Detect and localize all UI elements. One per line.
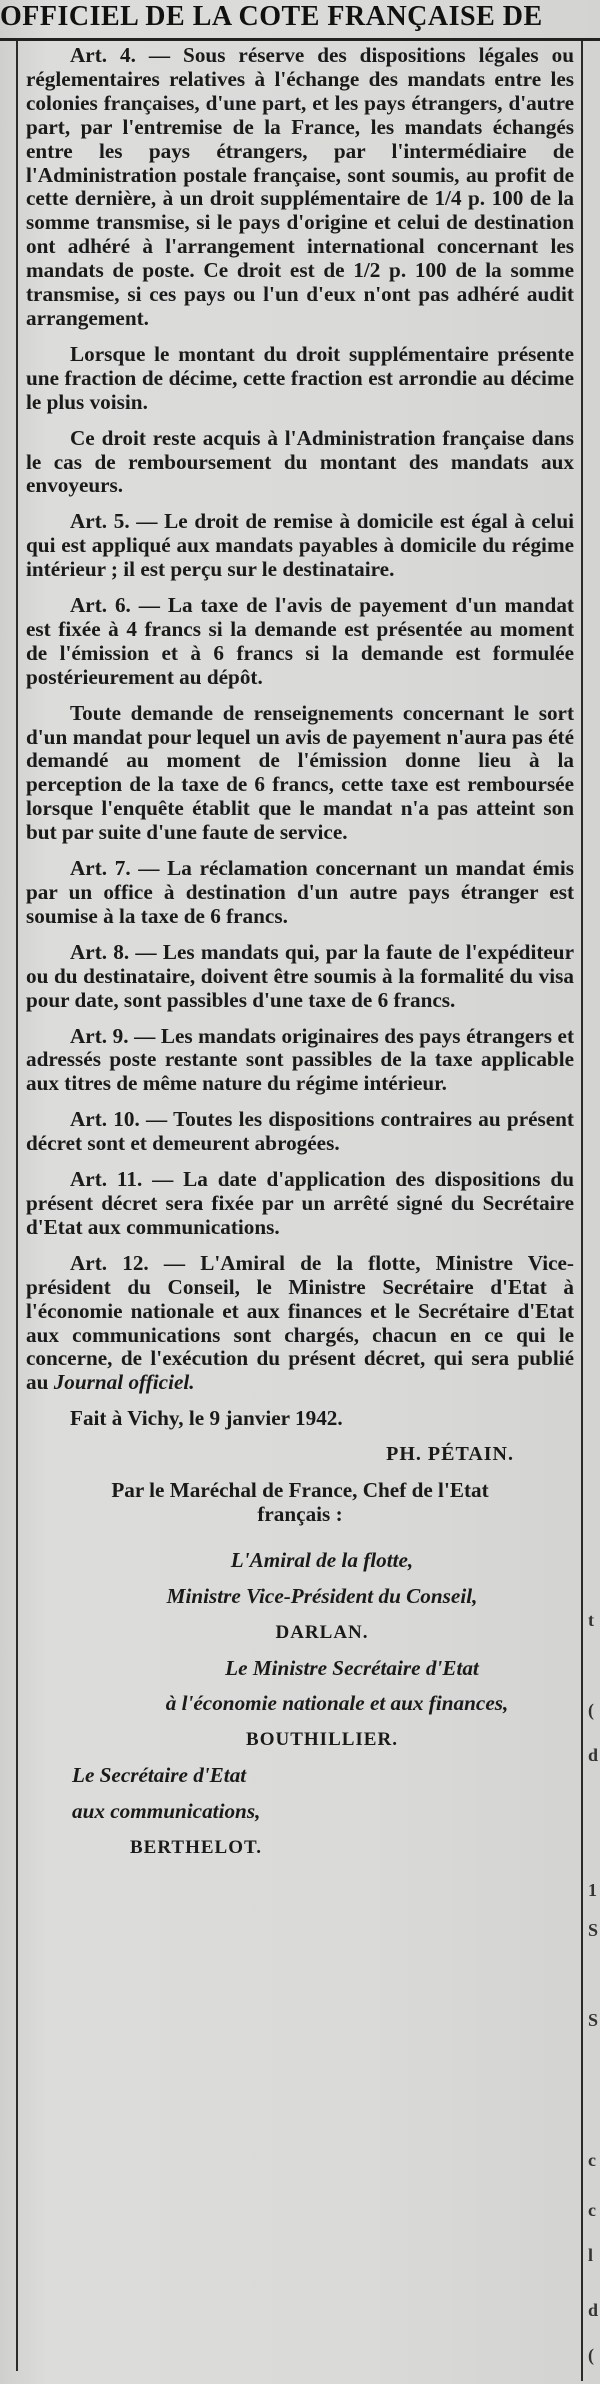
margin-glyph: S [588,2010,599,2030]
margin-glyph: c [588,2150,596,2170]
by-marshal-line2: français : [257,1501,343,1526]
by-marshal [26,1479,574,1527]
article-8: Art. 8. — Les mandats qui, par la faute de l'expéditeur ou du destinataire, doivent être soumis à la formalité du visa pour date, sont passibles d'une taxe de 6 francs. [26,939,574,1012]
ministre-title-line1: Le Ministre Secrétaire d'Etat [225,1655,479,1680]
paragraph-refund: Ce droit reste acquis à l'Administration française dans le cas de remboursement du montant des mandats aux envoyeurs. [26,425,574,498]
paragraph-rounding: Lorsque le montant du droit supplémentaire présente une fraction de décime, cette fraction est arrondie au décime le plus voisin. [26,341,574,414]
article-12 [26,1252,574,1395]
left-column-rule [16,41,18,2371]
secretaire-title-line1: Le Secrétaire d'Etat [72,1763,247,1788]
adjacent-column-fragments [588,0,600,2384]
margin-glyph: t [588,1610,594,1630]
signature-block [26,1407,574,1860]
secretaire-title-line2: aux communications, [72,1799,261,1824]
margin-glyph: ( [588,1700,594,1720]
amiral-title-line1: L'Amiral de la flotte, [230,1547,414,1572]
article-5: Art. 5. — Le droit de remise à domicile est égal à celui qui est appliqué aux mandats payables à domicile du régime intérieur ; il est perçu sur le destinataire. [26,509,574,582]
article-7: Art. 7. — La réclamation concernant un mandat émis par un office à destination d'un autre pays étranger est soumise à la taxe de 6 francs. [26,856,574,928]
amiral-title-line2: Ministre Vice-Président du Conseil, [166,1583,478,1608]
margin-glyph: d [588,2300,599,2320]
margin-glyph: c [588,2200,596,2220]
signatory-berthelot: BERTHELOT. [130,1837,262,1859]
place-date: Fait à Vichy, le 9 janvier 1942. [70,1406,343,1431]
margin-glyph: l [588,2245,594,2265]
article-12-text: Art. 12. — L'Amiral de la flotte, Ministre Vice-président du Conseil, le Ministre Secrétaire d'Etat à l'économie nationale et aux finances et le Secrétaire d'Etat aux communications sont chargés, chacun en ce qui le concerne, de l'exécution du présent décret, qui sera publié au [26,1250,574,1395]
by-marshal-line1: Par le Maréchal de France, Chef de l'Etat [111,1478,489,1503]
article-6: Art. 6. — La taxe de l'avis de payement d'un mandat est fixée à 4 francs si la demande est présentée au moment de l'émission et à 6 francs si la demande est formulée postérieurement au dépôt. [26,593,574,689]
ministre-title-line2: à l'économie nationale et aux finances, [165,1691,509,1716]
margin-glyph: 1 [588,1880,597,1900]
signatory-bouthillier: BOUTHILLIER. [246,1729,398,1751]
margin-glyph: S [588,1920,599,1940]
signatory-darlan: DARLAN. [275,1621,369,1643]
margin-glyph: ( [588,2345,594,2365]
paragraph-inquiry: Toute demande de renseignements concernant le sort d'un mandat pour lequel un avis de payement n'aura pas été demandé au moment de l'émission donne lieu à la perception de la taxe de 6 francs, cette taxe est remboursée lorsque l'enquête établit que le mandat n'a pas atteint son but par suite d'une faute de service. [26,700,574,845]
page-header: OFFICIEL DE LA COTE FRANÇAISE DE [0,1,543,32]
article-11: Art. 11. — La date d'application des dispositions du présent décret sera fixée par un arrêté signé du Secrétaire d'Etat aux communications. [26,1167,574,1239]
journal-reference: Journal officiel. [53,1370,195,1395]
right-column-rule [581,41,583,2381]
article-10: Art. 10. — Toutes les dispositions contraires au présent décret sont et demeurent abrogées. [26,1107,574,1156]
header-rule [0,38,600,41]
signatory-petain: PH. PÉTAIN. [386,1443,514,1466]
article-9: Art. 9. — Les mandats originaires des pays étrangers et adressés poste restante sont passibles de la taxe applicable aux titres de même nature du régime intérieur. [26,1023,574,1096]
article-4: Art. 4. — Sous réserve des dispositions légales ou réglementaires relatives à l'échange des mandats entre les colonies françaises, d'une part, et les pays étrangers, d'autre part, par l'entremise de la France, les mandats échangés entre les pays étrangers, par l'intermédiaire de l'Administration postale française, sont soumis, au profit de cette dernière, à un droit supplémentaire de 1/4 p. 100 de la somme transmise, si le pays d'origine et celui de destination ont adhéré à l'arrangement international concernant les mandats de poste. Ce droit est de 1/2 p. 100 de la somme transmise, si ces pays ou l'un d'eux n'ont pas adhéré audit arrangement. [26,43,574,330]
margin-glyph: d [588,1745,599,1765]
article-column [26,44,574,1872]
